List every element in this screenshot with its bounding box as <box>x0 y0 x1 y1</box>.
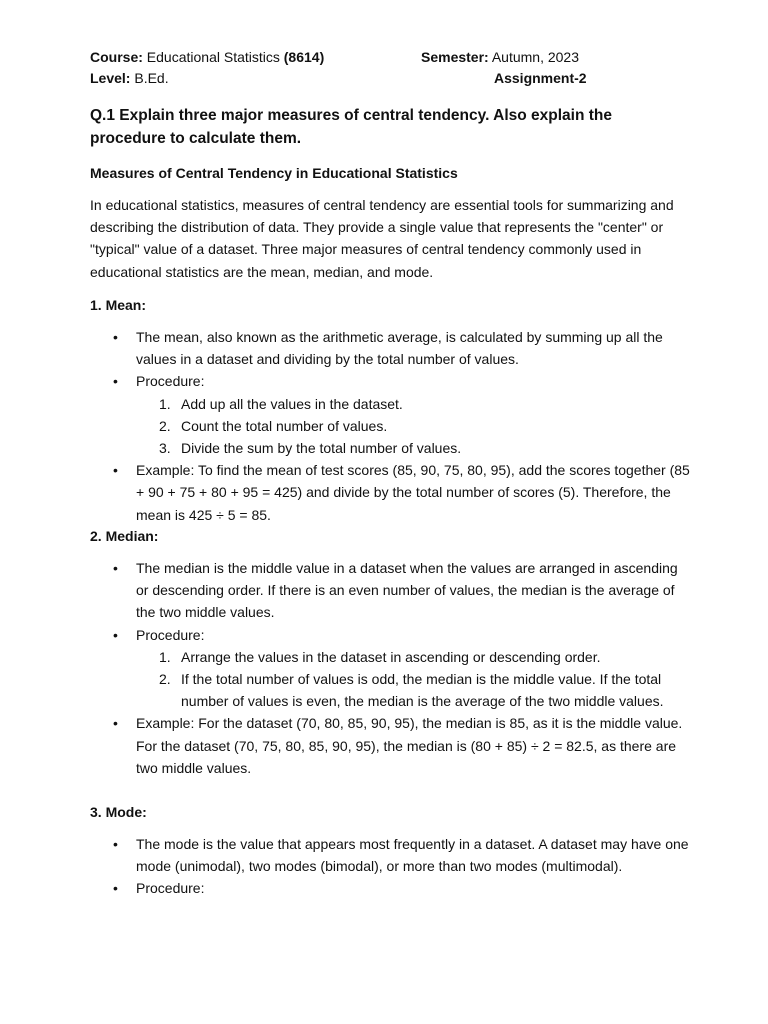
level-line <box>90 68 169 89</box>
course-label: Course: <box>90 49 143 65</box>
course-line <box>90 47 324 68</box>
assignment-label: Assignment-2 <box>494 70 587 86</box>
median-example: • Example: For the dataset (70, 80, 85, 90, 95), the median is 85, as it is the middle value. For the dataset (70, 75, 80, 85, 90, 95), the median is (80 + 85) ÷ 2 = 82.5, as there are two middle values. <box>90 712 690 779</box>
list-item: 3. Divide the sum by the total number of values. <box>159 440 462 457</box>
intro-paragraph: In educational statistics, measures of central tendency are essential tools for summarizing and describing the distribution of data. They provide a single value that represents the "center" or "typical" value of a dataset. Three major measures of central tendency commonly used in educational statistics are the mean, median, and mode. <box>90 197 674 280</box>
median-list <box>90 557 690 779</box>
mean-list <box>90 326 690 526</box>
list-item: 2. If the total number of values is odd, the median is the middle value. If the total number of values is even, the median is the average of the two middle values. <box>159 671 664 710</box>
median-procedure: • Procedure: 1. Arrange the values in the dataset in ascending or descending order. 2. If the total number of values is odd, the median is the middle value. If the total number of values is even, the median is the average of the two middle values. <box>90 624 690 713</box>
semester-value: Autumn, 2023 <box>491 49 579 65</box>
level-label: Level: <box>90 70 131 86</box>
mode-procedure: • Procedure: <box>90 877 690 899</box>
section-title: Measures of Central Tendency in Educational Statistics <box>90 165 458 181</box>
median-heading: 2. Median: <box>90 528 159 544</box>
mean-steps <box>136 393 690 460</box>
mode-list <box>90 833 690 900</box>
list-item: 2. Count the total number of values. <box>159 417 388 434</box>
mean-heading: 1. Mean: <box>90 297 147 313</box>
semester-label: Semester: <box>421 49 489 65</box>
list-item: 1. Arrange the values in the dataset in ascending or descending order. <box>159 648 601 665</box>
semester-line <box>421 47 579 68</box>
mean-example: • Example: To find the mean of test scores (85, 90, 75, 80, 95), add the scores together (85 + 90 + 75 + 80 + 95 = 425) and divide by the total number of scores (5). Therefore, the mean is 425 ÷ 5 = 85. <box>90 459 690 526</box>
mode-heading: 3. Mode: <box>90 804 147 820</box>
level-value: B.Ed. <box>134 70 169 86</box>
median-definition: • The median is the middle value in a dataset when the values are arranged in ascending or descending order. If there is an even number of values, the median is the average of the two middle values. <box>90 557 690 624</box>
question-title: Q.1 Explain three major measures of central tendency. Also explain the procedure to calculate them. <box>90 107 613 147</box>
course-value: Educational Statistics <box>146 49 280 65</box>
mean-procedure: • Procedure: 1. Add up all the values in the dataset. 2. Count the total number of values. 3. Divide the sum by the total number of values. <box>90 370 690 459</box>
list-item: 1. Add up all the values in the dataset. <box>159 395 403 412</box>
mean-definition: • The mean, also known as the arithmetic average, is calculated by summing up all the values in a dataset and dividing by the total number of values. <box>90 326 690 370</box>
median-steps <box>136 646 690 713</box>
mode-definition: • The mode is the value that appears most frequently in a dataset. A dataset may have one mode (unimodal), two modes (bimodal), or more than two modes (multimodal). <box>90 833 690 877</box>
course-code: (8614) <box>283 49 325 65</box>
